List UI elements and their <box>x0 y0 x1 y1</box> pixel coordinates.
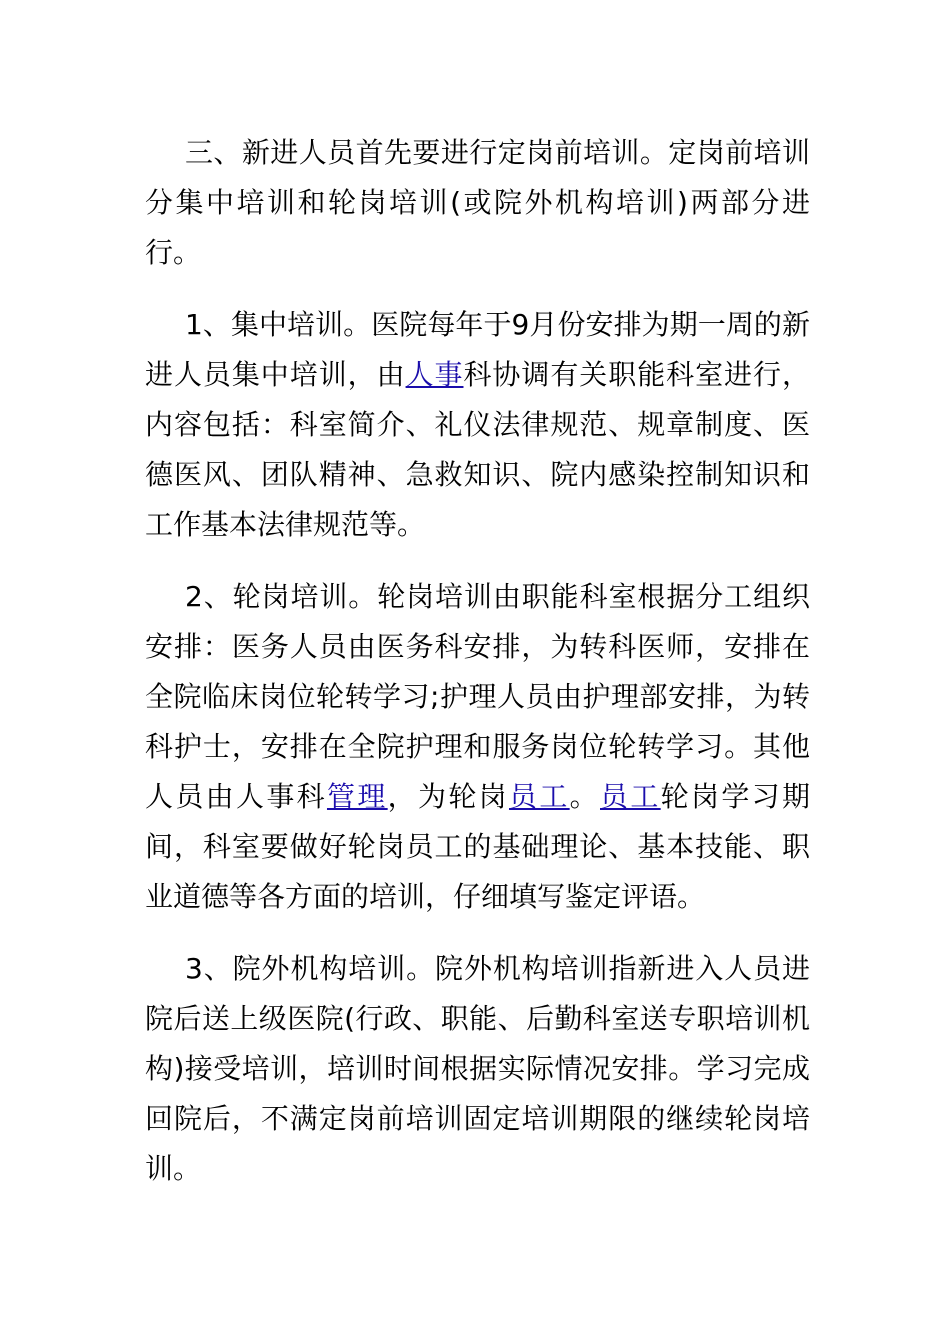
link-renshi[interactable]: 人事 <box>405 358 464 391</box>
paragraph-centralized-training <box>145 300 810 550</box>
link-yuangong[interactable]: 员工 <box>508 780 570 813</box>
paragraph-text: 。 <box>569 780 600 813</box>
paragraph-rotation-training <box>145 572 810 922</box>
paragraph-text: ，为轮岗 <box>387 780 509 813</box>
paragraph-external-training <box>145 944 810 1194</box>
paragraph-text: 三、新进人员首先要进行定岗前培训。定岗前培训分集中培训和轮岗培训(或院外机构培训)两部分进行。 <box>145 136 810 269</box>
paragraph-section-three <box>145 128 810 278</box>
paragraph-text: 3、院外机构培训。院外机构培训指新进入人员进院后送上级医院(行政、职能、后勤科室送专职培训机构)接受培训，培训时间根据实际情况安排。学习完成回院后，不满定岗前培训固定培训期限的继续轮岗培训。 <box>145 952 810 1185</box>
link-yuangong[interactable]: 员工 <box>600 780 661 813</box>
paragraph-text: 科协调有关职能科室进行，内容包括：科室简介、礼仪法律规范、规章制度、医德医风、团队精神、急救知识、院内感染控制知识和工作基本法律规范等。 <box>145 358 810 541</box>
paragraph-text: 2、轮岗培训。轮岗培训由职能科室根据分工组织安排：医务人员由医务科安排，为转科医师，安排在全院临床岗位轮转学习;护理人员由护理部安排，为转科护士，安排在全院护理和服务岗位轮转学习。其他人员由人事科 <box>145 580 810 813</box>
document-body <box>145 128 810 1216</box>
paragraph-text: 轮岗学习期间，科室要做好轮岗员工的基础理论、基本技能、职业道德等各方面的培训，仔细填写鉴定评语。 <box>145 780 810 913</box>
link-guanli[interactable]: 管理 <box>326 780 388 813</box>
paragraph-text: 1、集中培训。医院每年于9月份安排为期一周的新进人员集中培训，由 <box>145 308 810 391</box>
